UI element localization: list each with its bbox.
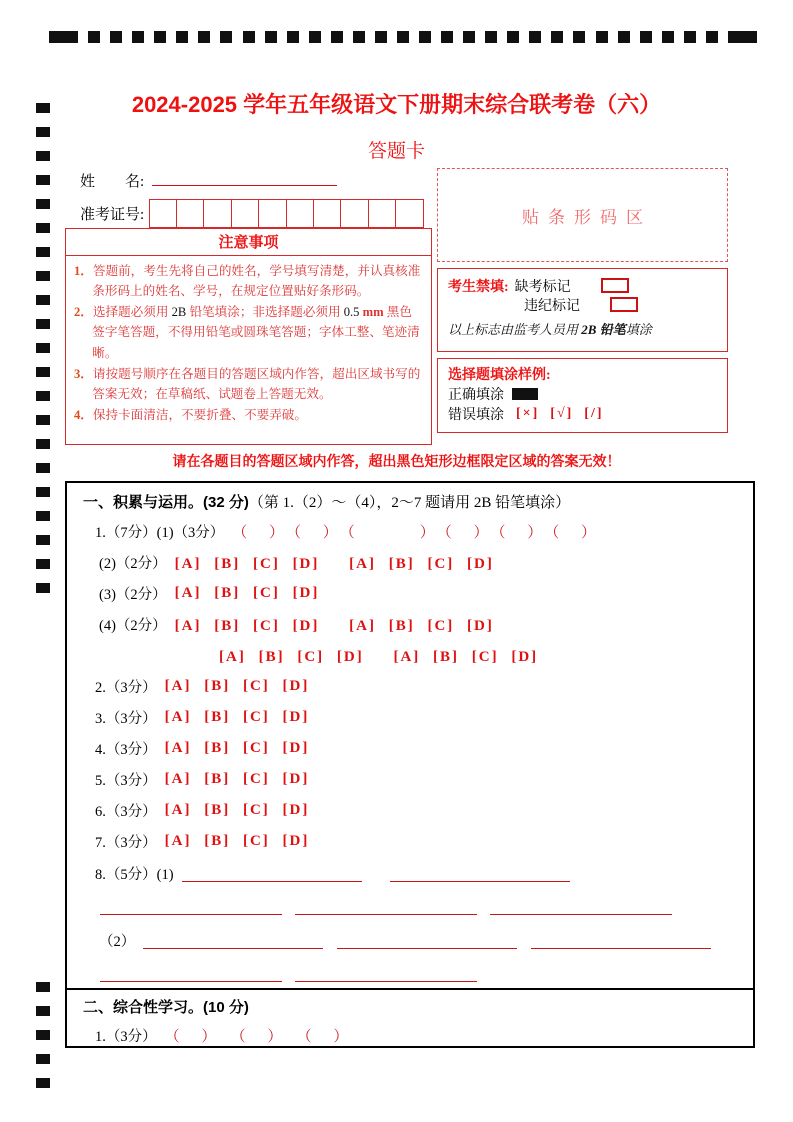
- answer-row-q4: [83, 733, 743, 764]
- examiner-note: [448, 319, 717, 338]
- registration-mark: [198, 31, 210, 43]
- answer-row-q7: [83, 826, 743, 857]
- notice-item-4-num: 4．: [74, 407, 93, 422]
- q8-2-blank-3[interactable]: [531, 933, 711, 949]
- exam-no-box[interactable]: [203, 199, 232, 228]
- registration-mark: [618, 31, 630, 43]
- answer-area-warning: 请在各题目的答题区域内作答，超出黑色矩形边框限定区域的答案无效！: [172, 455, 621, 470]
- notice-item-3: [74, 364, 423, 404]
- q1-2-label: (2)（2分）: [99, 556, 167, 572]
- registration-mark: [706, 31, 718, 43]
- answer-row-q8-2: [83, 924, 743, 957]
- barcode-area-label: 贴条形码区: [522, 207, 652, 227]
- notice-item-4-text: 保持卡面清洁，不要折叠、不要弄破。: [92, 407, 307, 422]
- notice-item-2-size: 0.5: [343, 305, 360, 320]
- exam-no-box[interactable]: [368, 199, 397, 228]
- registration-mark: [529, 31, 541, 43]
- exam-no-label: 准考证号:: [80, 207, 145, 223]
- exam-no-cells: [150, 199, 424, 228]
- registration-mark: [36, 367, 50, 377]
- name-label: 姓 名:: [80, 174, 145, 190]
- registration-mark: [220, 31, 232, 43]
- registration-mark: [36, 439, 50, 449]
- notice-title: 注意事项: [66, 229, 431, 256]
- q8-1-blank-2[interactable]: [390, 866, 570, 882]
- name-row: [80, 170, 337, 191]
- s2-q1-blanks[interactable]: （ ） （ ） （ ）: [164, 1028, 350, 1045]
- top-registration-marks: [49, 30, 757, 43]
- registration-mark: [36, 1030, 50, 1040]
- q8-1-label: 8.（5分）(1): [95, 867, 174, 883]
- q8-2-blank-4[interactable]: [100, 966, 282, 982]
- answer-row-q1-1: [83, 516, 743, 547]
- registration-mark: [36, 391, 50, 401]
- q8-1-blank-1[interactable]: [182, 866, 362, 882]
- registration-mark: [441, 31, 453, 43]
- registration-mark: [36, 583, 50, 593]
- q5-options[interactable]: [A] [B] [C] [D]: [164, 771, 310, 787]
- q4-options[interactable]: [A] [B] [C] [D]: [164, 740, 310, 756]
- registration-mark: [640, 31, 652, 43]
- q4-label: 4.（3分）: [95, 742, 157, 758]
- q1-4-label: (4)（2分）: [99, 618, 167, 634]
- notice-item-2-num: 2．: [74, 305, 93, 320]
- name-input-line[interactable]: [152, 170, 337, 186]
- registration-mark: [485, 31, 497, 43]
- fill-sample-box: [437, 358, 728, 433]
- absent-mark-label: 缺考标记: [514, 279, 571, 295]
- registration-mark: [463, 31, 475, 43]
- registration-mark: [36, 199, 50, 209]
- answer-row-q1-4: [83, 609, 743, 640]
- registration-mark: [287, 31, 299, 43]
- registration-mark: [419, 31, 431, 43]
- page-subtitle: 答题卡: [367, 141, 425, 162]
- notice-box: [65, 228, 432, 445]
- section-1-heading: [83, 491, 743, 512]
- section-1-heading-note: （第 1.（2）～（4），2～7 题请用 2B 铅笔填涂）: [248, 495, 571, 511]
- registration-mark: [36, 1054, 50, 1064]
- q1-4-options[interactable]: [A] [B] [C] [D] [A] [B] [C] [D]: [174, 618, 494, 634]
- registration-mark: [36, 247, 50, 257]
- notice-items: [66, 256, 431, 425]
- notice-item-2-text2: 铅笔填涂；非选择题必须用: [186, 305, 344, 320]
- q3-options[interactable]: [A] [B] [C] [D]: [164, 709, 310, 725]
- q8-2-label: （2）: [99, 934, 136, 950]
- answer-row-q1-4-cont: [83, 640, 743, 671]
- exam-no-box[interactable]: [286, 199, 315, 228]
- registration-mark: [110, 31, 122, 43]
- registration-mark: [132, 31, 144, 43]
- answer-area-box: [65, 481, 755, 1048]
- registration-mark: [36, 343, 50, 353]
- answer-row-q1-3: [83, 578, 743, 609]
- registration-mark: [596, 31, 608, 43]
- registration-mark: [88, 31, 100, 43]
- examiner-box-title: 考生禁填:: [448, 279, 509, 295]
- answer-row-q6: [83, 795, 743, 826]
- registration-mark: [36, 487, 50, 497]
- registration-mark: [36, 415, 50, 425]
- exam-no-box[interactable]: [176, 199, 205, 228]
- registration-mark: [36, 982, 50, 992]
- q1-1-label: 1.（7分）(1)（3分）: [95, 525, 225, 541]
- q8-1-blank-5[interactable]: [490, 899, 672, 915]
- exam-no-box[interactable]: [395, 199, 424, 228]
- notice-item-4: [74, 405, 423, 425]
- examiner-note-text: 以上标志由监考人员用: [448, 322, 582, 337]
- answer-row-q8-1-cont: [100, 890, 743, 924]
- absent-mark-line: [448, 276, 717, 295]
- q1-2-options[interactable]: [A] [B] [C] [D] [A] [B] [C] [D]: [174, 556, 494, 572]
- registration-mark: [375, 31, 387, 43]
- q8-2-blank-5[interactable]: [295, 966, 477, 982]
- registration-mark: [551, 31, 563, 43]
- exam-no-box[interactable]: [149, 199, 178, 228]
- left-registration-marks-lower: [36, 982, 50, 1102]
- q8-1-blank-3[interactable]: [100, 899, 282, 915]
- registration-mark: [36, 511, 50, 521]
- violation-mark-line: [448, 295, 717, 314]
- section-2-heading-title: 二、综合性学习。(10 分): [83, 999, 249, 1016]
- answer-row-q8-2-cont: [100, 957, 743, 990]
- registration-mark: [49, 31, 78, 43]
- registration-mark: [331, 31, 343, 43]
- fill-sample-title: 选择题填涂样例:: [448, 368, 551, 383]
- notice-item-1: [74, 261, 423, 301]
- q2-label: 2.（3分）: [95, 680, 157, 696]
- q8-2-blank-1[interactable]: [143, 933, 323, 949]
- registration-mark: [36, 1078, 50, 1088]
- exam-no-box[interactable]: [313, 199, 342, 228]
- registration-mark: [36, 175, 50, 185]
- notice-item-1-num: 1．: [74, 264, 93, 278]
- q5-label: 5.（3分）: [95, 773, 157, 789]
- examiner-only-box: [437, 268, 728, 352]
- q1-4-options-cont[interactable]: [A] [B] [C] [D] [A] [B] [C] [D]: [219, 649, 539, 665]
- q7-label: 7.（3分）: [95, 835, 157, 851]
- section-1: [67, 483, 753, 990]
- wrong-fill-label: 错误填涂: [448, 408, 504, 423]
- q6-label: 6.（3分）: [95, 804, 157, 820]
- q1-1-blanks[interactable]: （ ） （ ） （ ） （ ） （ ） （ ）: [232, 525, 598, 541]
- registration-mark: [684, 31, 696, 43]
- registration-mark: [36, 223, 50, 233]
- notice-item-3-num: 3．: [74, 366, 93, 381]
- section-1-heading-title: 一、积累与运用。(32 分): [83, 494, 249, 511]
- registration-mark: [397, 31, 409, 43]
- notice-item-2: [74, 302, 423, 362]
- exam-no-row: [80, 199, 424, 228]
- wrong-fill-samples: [×] [√] [/]: [516, 406, 604, 421]
- page-title: 2024-2025 学年五年级语文下册期末综合联考卷（六）: [131, 92, 662, 117]
- registration-mark: [309, 31, 321, 43]
- q8-1-blank-4[interactable]: [295, 899, 477, 915]
- exam-no-box[interactable]: [231, 199, 260, 228]
- correct-fill-label: 正确填涂: [448, 388, 504, 403]
- q6-options[interactable]: [A] [B] [C] [D]: [164, 802, 310, 818]
- registration-mark: [728, 31, 757, 43]
- examiner-note-text2: 填涂: [625, 322, 652, 337]
- registration-mark: [36, 535, 50, 545]
- q1-3-label: (3)（2分）: [99, 587, 167, 603]
- registration-mark: [154, 31, 166, 43]
- answer-row-q1-2: [83, 547, 743, 578]
- answer-row-q2: [83, 671, 743, 702]
- section-2-heading: [83, 996, 743, 1017]
- absent-mark-rect[interactable]: [601, 278, 629, 293]
- section-2: [67, 990, 753, 1049]
- answer-row-q3: [83, 702, 743, 733]
- exam-no-box[interactable]: [258, 199, 287, 228]
- exam-no-box[interactable]: [340, 199, 369, 228]
- notice-item-2-pencil: 2B: [171, 305, 187, 320]
- violation-mark-label: 违纪标记: [524, 298, 580, 314]
- left-registration-marks-upper: [36, 103, 50, 607]
- registration-mark: [662, 31, 674, 43]
- registration-mark: [36, 559, 50, 569]
- q3-label: 3.（3分）: [95, 711, 157, 727]
- registration-mark: [36, 295, 50, 305]
- registration-mark: [573, 31, 585, 43]
- registration-mark: [353, 31, 365, 43]
- answer-row-q5: [83, 764, 743, 795]
- registration-mark: [36, 1006, 50, 1016]
- q1-3-options[interactable]: [A] [B] [C] [D]: [174, 585, 320, 601]
- q2-options[interactable]: [A] [B] [C] [D]: [164, 678, 310, 694]
- registration-mark: [265, 31, 277, 43]
- registration-mark: [36, 271, 50, 281]
- q8-2-blank-2[interactable]: [337, 933, 517, 949]
- registration-mark: [36, 319, 50, 329]
- answer-row-q8-1: [83, 857, 743, 890]
- barcode-area-box: [437, 168, 728, 262]
- notice-item-3-text: 请按题号顺序在各题目的答题区域内作答，超出区域书写的答案无效；在草稿纸、试题卷上答题无效。: [92, 366, 421, 401]
- examiner-note-pencil: 2B 铅笔: [581, 322, 626, 337]
- correct-fill-sample: [512, 388, 538, 400]
- registration-mark: [243, 31, 255, 43]
- s2-q1-label: 1.（3分）: [95, 1028, 157, 1045]
- violation-mark-rect[interactable]: [610, 297, 638, 312]
- q7-options[interactable]: [A] [B] [C] [D]: [164, 833, 310, 849]
- registration-mark: [507, 31, 519, 43]
- notice-item-2-text3: 黑色签字笔答题，不得用铅笔或圆珠笔答题；字体工整、笔迹清晰。: [92, 305, 420, 360]
- registration-mark: [176, 31, 188, 43]
- notice-item-1-text: 答题前，考生先将自己的姓名，学号填写清楚，并认真核准条形码上的姓名、学号，在规定位置贴好条形码。: [92, 264, 421, 299]
- answer-row-s2-q1: [83, 1021, 743, 1049]
- notice-item-2-unit: mm: [359, 305, 387, 320]
- notice-item-2-text: 选择题必须用: [92, 305, 172, 320]
